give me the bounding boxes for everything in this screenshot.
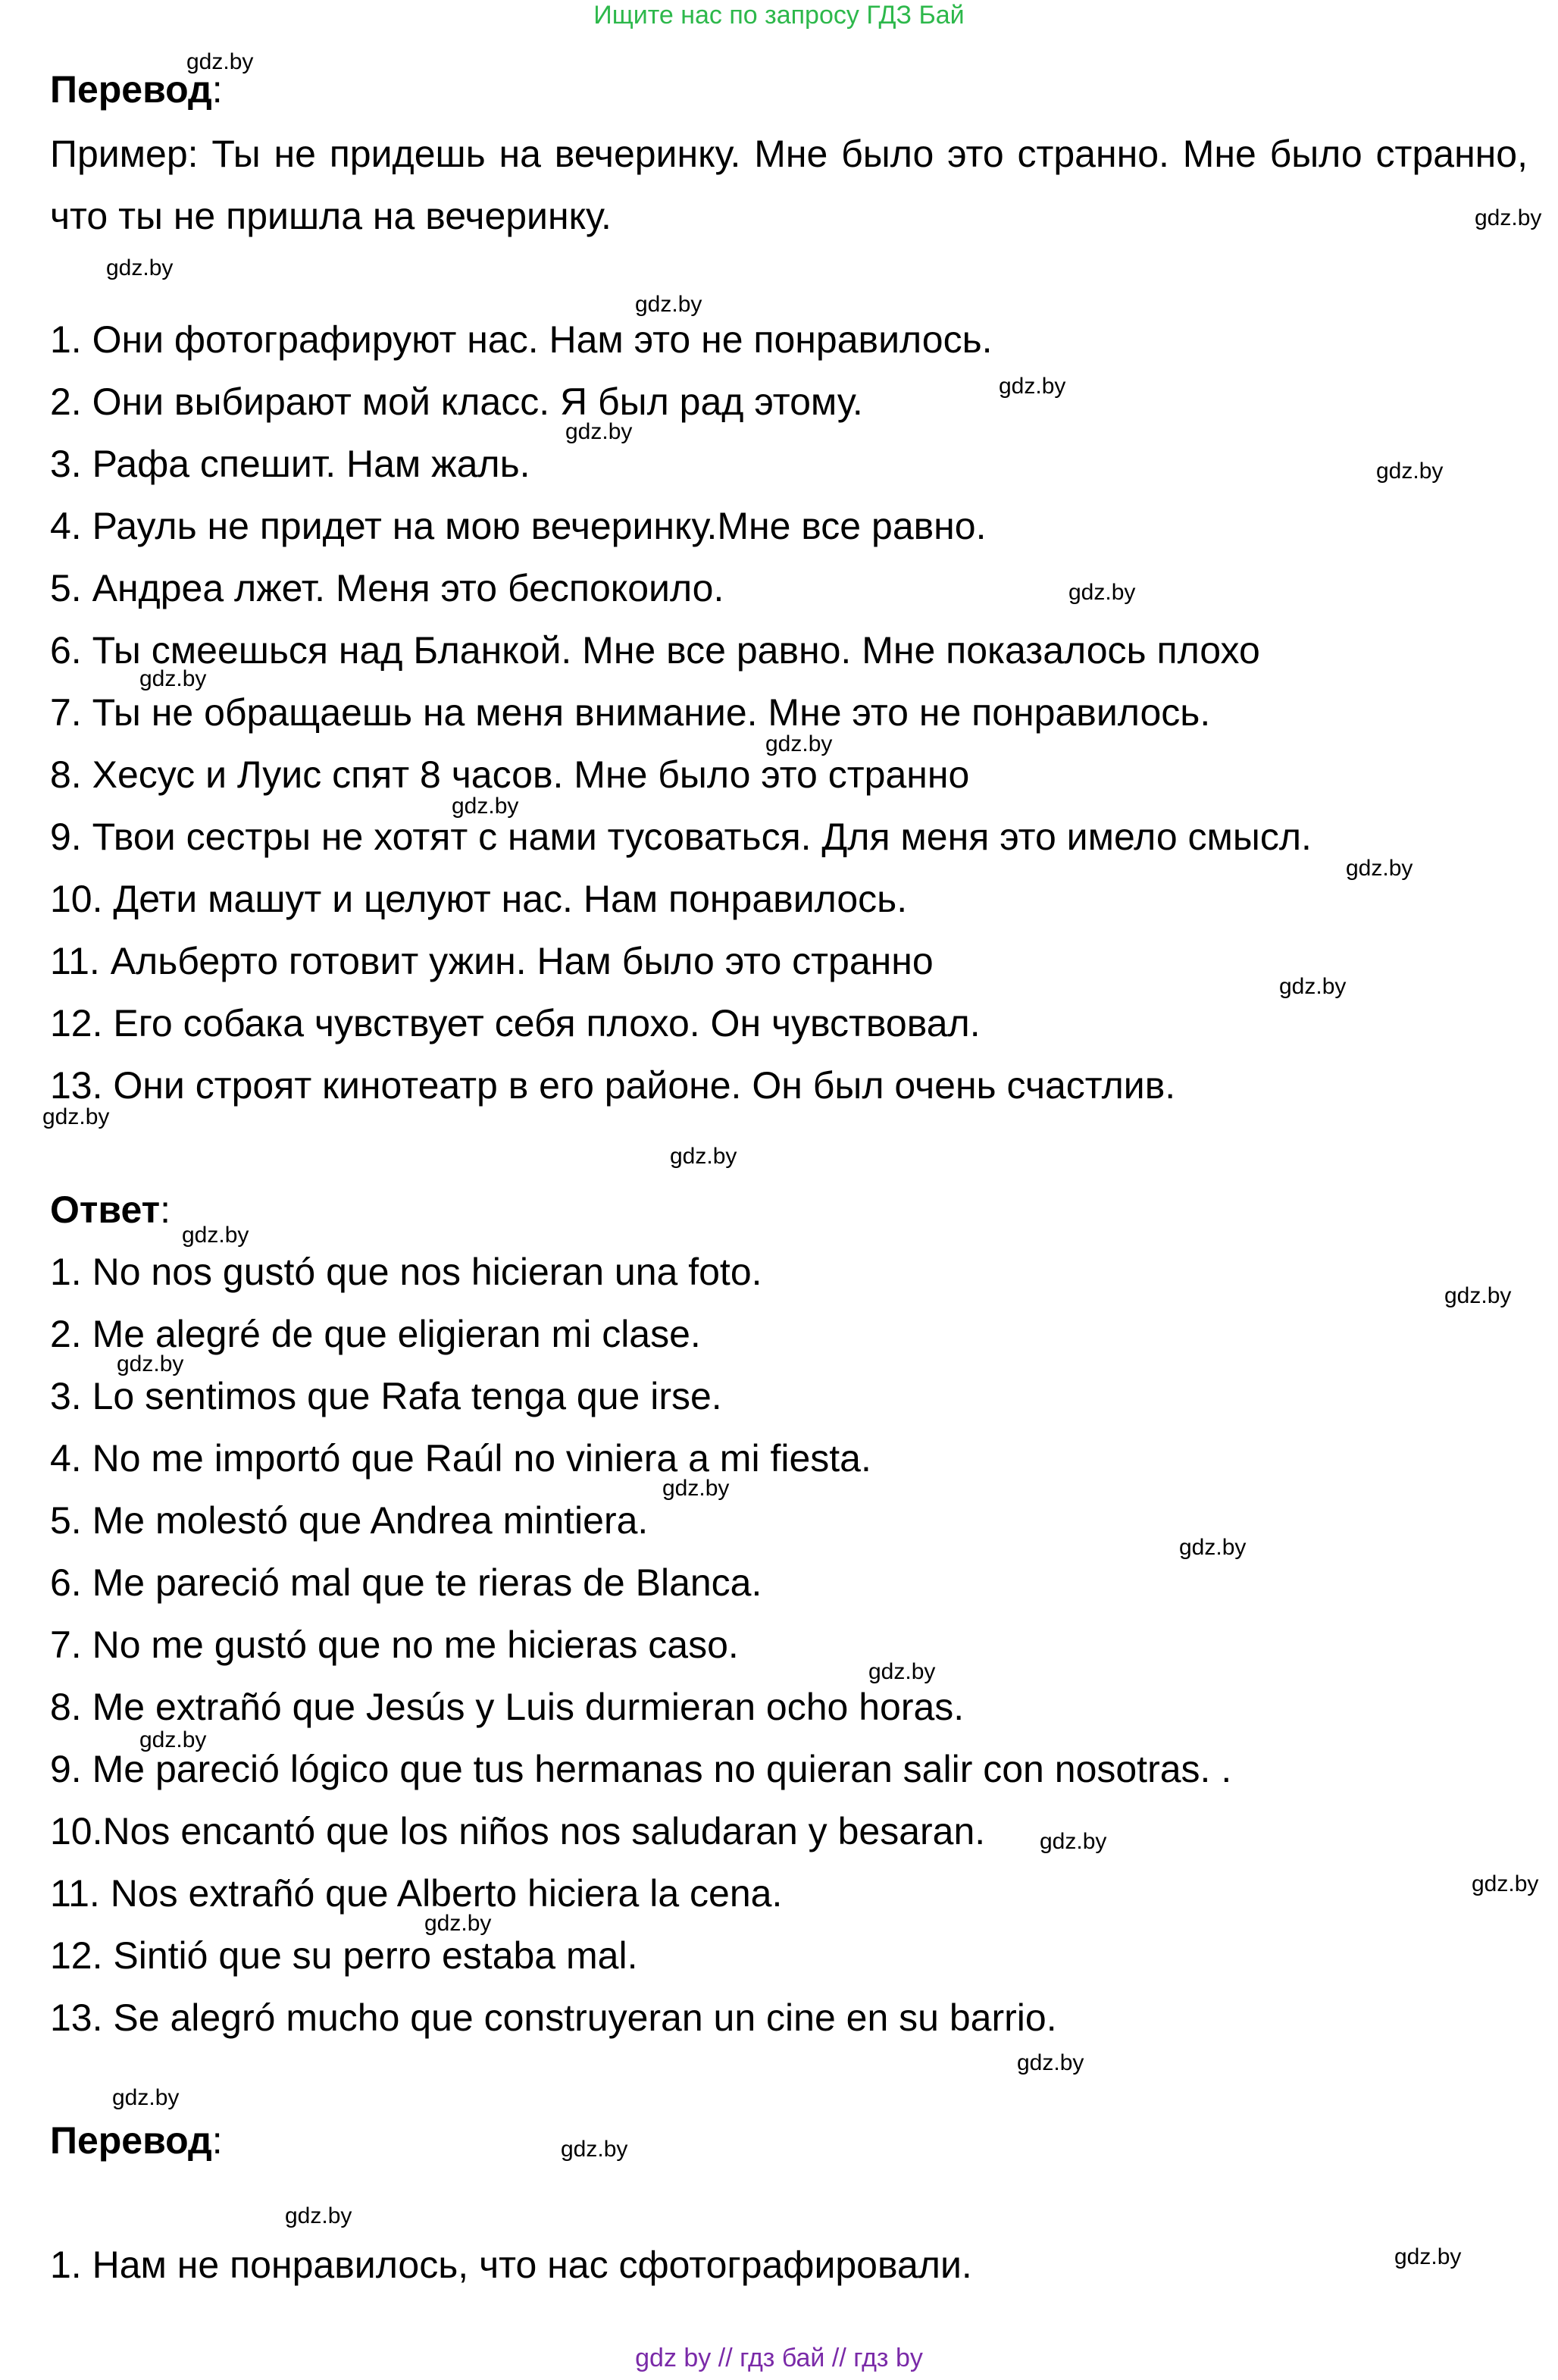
bottom-banner: gdz by // гдз бай // гдз by <box>635 2344 923 2372</box>
translation-heading <box>50 68 223 111</box>
answer-item: 5. Me molestó que Andrea mintiera. <box>50 1499 649 1542</box>
watermark: gdz.by <box>1444 1283 1512 1308</box>
translation-item: 6. Ты смеешься над Бланкой. Мне все равно. Мне показалось плохо <box>50 629 1260 672</box>
watermark: gdz.by <box>452 794 519 819</box>
watermark: gdz.by <box>1346 856 1413 881</box>
translation-item: 4. Рауль не придет на мою вечеринку.Мне все равно. <box>50 505 987 547</box>
answer-heading-text: Ответ <box>50 1188 161 1231</box>
answer-item: 11. Nos extrañó que Alberto hiciera la cena. <box>50 1872 783 1915</box>
watermark: gdz.by <box>1040 1829 1107 1854</box>
answer-item: 1. No nos gustó que nos hicieran una foto. <box>50 1251 762 1293</box>
heading-colon: : <box>160 1188 171 1231</box>
translation2-item: 1. Нам не понравилось, что нас сфотографировали. <box>50 2244 972 2286</box>
answer-heading <box>50 1188 171 1231</box>
translation-item: 9. Твои сестры не хотят с нами тусоваться. Для меня это имело смысл. <box>50 816 1312 858</box>
watermark: gdz.by <box>1017 2050 1084 2075</box>
watermark: gdz.by <box>42 1104 110 1129</box>
top-banner: Ищите нас по запросу ГДЗ Бай <box>593 1 965 30</box>
answer-item: 3. Lo sentimos que Rafa tenga que irse. <box>50 1375 722 1417</box>
watermark: gdz.by <box>1475 205 1542 230</box>
watermark: gdz.by <box>106 255 174 280</box>
watermark: gdz.by <box>424 1911 492 1936</box>
answer-item: 8. Me extrañó que Jesús y Luis durmieran ocho horas. <box>50 1686 965 1728</box>
watermark: gdz.by <box>1279 974 1347 999</box>
translation-item: 5. Андреа лжет. Меня это беспокоило. <box>50 567 724 609</box>
heading-colon: : <box>211 2119 223 2162</box>
watermark: gdz.by <box>868 1659 936 1684</box>
watermark: gdz.by <box>1394 2244 1462 2269</box>
watermark: gdz.by <box>662 1476 730 1501</box>
watermark: gdz.by <box>565 419 633 444</box>
translation-item: 10. Дети машут и целуют нас. Нам понравилось. <box>50 878 908 920</box>
answer-item: 9. Me pareció lógico que tus hermanas no quieran salir con nosotras. . <box>50 1748 1232 1790</box>
translation-item: 12. Его собака чувствует себя плохо. Он чувствовал. <box>50 1002 981 1044</box>
translation-item: 11. Альберто готовит ужин. Нам было это странно <box>50 940 934 982</box>
translation2-heading-text: Перевод <box>50 2119 212 2162</box>
watermark: gdz.by <box>1179 1535 1247 1560</box>
watermark: gdz.by <box>635 292 702 317</box>
answer-item: 6. Me pareció mal que te rieras de Blanca. <box>50 1561 762 1604</box>
translation-heading-text: Перевод <box>50 68 212 111</box>
watermark: gdz.by <box>1068 580 1136 605</box>
watermark: gdz.by <box>139 666 207 691</box>
watermark: gdz.by <box>117 1351 184 1376</box>
heading-colon: : <box>211 68 223 111</box>
answer-item: 13. Se alegró mucho que construyeran un cine en su barrio. <box>50 1996 1057 2039</box>
watermark: gdz.by <box>765 731 833 756</box>
answer-item: 7. No me gustó que no me hicieras caso. <box>50 1624 739 1666</box>
watermark: gdz.by <box>1376 459 1444 484</box>
watermark: gdz.by <box>186 49 254 74</box>
translation-item: 13. Они строят кинотеатр в его районе. Он был очень счастлив. <box>50 1064 1176 1107</box>
watermark: gdz.by <box>182 1223 249 1248</box>
answer-item: 12. Sintió que su perro estaba mal. <box>50 1934 638 1977</box>
watermark: gdz.by <box>999 374 1066 399</box>
example-paragraph: Пример: Ты не придешь на вечеринку. Мне было это странно. Мне было странно, что ты не пришла на вечеринку. <box>50 133 1528 237</box>
answer-item: 2. Me alegré de que eligieran mi clase. <box>50 1313 701 1355</box>
watermark: gdz.by <box>139 1727 207 1752</box>
watermark: gdz.by <box>112 2085 180 2110</box>
watermark: gdz.by <box>285 2203 352 2228</box>
answer-item: 4. No me importó que Raúl no viniera a mi fiesta. <box>50 1437 871 1480</box>
watermark: gdz.by <box>670 1144 737 1169</box>
translation-item: 3. Рафа спешит. Нам жаль. <box>50 443 530 485</box>
translation-item: 7. Ты не обращаешь на меня внимание. Мне это не понравилось. <box>50 691 1211 734</box>
translation2-heading <box>50 2119 223 2162</box>
translation-item: 2. Они выбирают мой класс. Я был рад этому. <box>50 380 863 423</box>
answer-item: 10.Nos encantó que los niños nos saludaran y besaran. <box>50 1810 986 1852</box>
translation-item: 1. Они фотографируют нас. Нам это не понравилось. <box>50 318 993 361</box>
watermark: gdz.by <box>561 2137 628 2162</box>
translation-item: 8. Хесус и Луис спят 8 часов. Мне было это странно <box>50 753 970 796</box>
watermark: gdz.by <box>1472 1871 1539 1896</box>
